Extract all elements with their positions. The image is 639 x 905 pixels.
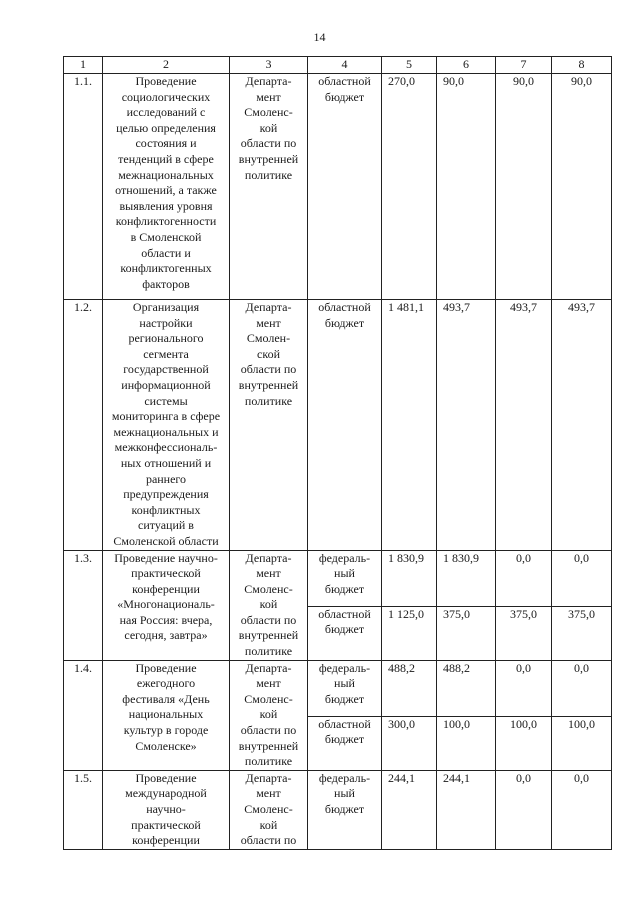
activity-name-line: ная Россия: вчера, [119, 612, 213, 627]
executor-line: внутренней [238, 377, 299, 392]
activity-name-line: исследований с [126, 105, 206, 120]
executor-line: кой [259, 817, 278, 832]
funding-source-line: бюджет [324, 691, 365, 706]
year1-value: 375,0 [437, 606, 496, 660]
activity-name-line: национальных [128, 707, 204, 722]
activity-name-line: межконфессиональ- [114, 440, 218, 455]
year3-value: 0,0 [552, 770, 612, 849]
executor-line: кой [259, 707, 278, 722]
year1-value: 488,2 [437, 660, 496, 716]
activity-name-line: мониторинга в сфере [111, 409, 221, 424]
activity-name-line: практической [131, 566, 201, 581]
funding-source-line: областной [318, 716, 371, 731]
activity-name-line: межнациональных и [113, 424, 219, 439]
activity-name [103, 300, 230, 551]
header-cell: 3 [230, 57, 308, 74]
year2-value: 0,0 [496, 660, 552, 716]
executor-line: области по [240, 362, 297, 377]
executor-line: Департа- [245, 660, 292, 675]
executor-line: Смолен- [246, 331, 291, 346]
activity-name-line: практической [131, 817, 201, 832]
funding-source-line: федераль- [318, 770, 371, 785]
executor [230, 550, 308, 660]
total-value: 270,0 [382, 74, 437, 300]
year2-value: 0,0 [496, 550, 552, 606]
activity-name-line: международной [125, 786, 207, 801]
header-cell: 8 [552, 57, 612, 74]
activity-name-line: ежегодного [136, 676, 196, 691]
funding-source-line: федераль- [318, 660, 371, 675]
activity-name [103, 74, 230, 300]
total-value: 300,0 [382, 716, 437, 770]
executor-line: мент [256, 676, 281, 691]
executor-line: Смоленс- [244, 105, 293, 120]
activity-name-line: выявления уровня [119, 198, 213, 213]
executor-line: ской [257, 346, 280, 361]
activity-name-line: целью определения [116, 120, 216, 135]
activity-name-line: Смоленской области [113, 533, 219, 548]
funding-source-line: бюджет [324, 802, 365, 816]
year3-value: 0,0 [552, 660, 612, 716]
row-number: 1.4. [64, 660, 103, 770]
activity-name-line: конференции [132, 581, 200, 596]
total-value: 1 481,1 [382, 300, 437, 551]
header-cell: 4 [308, 57, 382, 74]
year3-value: 100,0 [552, 716, 612, 770]
activity-name-line: тенденций в сфере [118, 151, 214, 166]
funding-source-line: ный [334, 786, 355, 801]
funding-source-line: федераль- [318, 550, 371, 565]
funding-source-line: бюджет [324, 581, 365, 596]
funding-source [308, 74, 382, 300]
year1-value: 1 830,9 [437, 550, 496, 606]
activity-name-line: отношений, а также [115, 183, 217, 198]
year1-value: 493,7 [437, 300, 496, 551]
executor-line: области по [240, 723, 297, 738]
activity-name-line: Проведение [135, 770, 197, 785]
activity-name-line: межнациональных [118, 167, 214, 182]
table-row [64, 660, 612, 716]
activity-name-line: Смоленске» [135, 738, 197, 753]
executor-line: Смоленс- [244, 691, 293, 706]
table-row [64, 300, 612, 551]
funding-source [308, 660, 382, 716]
activity-name-line: конфликтных [131, 502, 201, 517]
funding-source-line: бюджет [324, 622, 365, 637]
activity-name-line: фестиваля «День [122, 691, 210, 706]
total-value: 1 125,0 [382, 606, 437, 660]
activity-name-line: Проведение [135, 74, 197, 88]
activity-name-line: ных отношений и [120, 455, 212, 470]
table-row [64, 550, 612, 606]
funding-source [308, 606, 382, 660]
executor-line: внутренней [238, 151, 299, 166]
activity-name-line: сегодня, завтра» [124, 628, 208, 643]
executor [230, 770, 308, 849]
executor-line: Департа- [245, 74, 292, 88]
table-row [64, 74, 612, 300]
activity-name-line: факторов [142, 276, 190, 291]
year1-value: 100,0 [437, 716, 496, 770]
header-cell: 6 [437, 57, 496, 74]
year1-value: 90,0 [437, 74, 496, 300]
executor-line: мент [256, 786, 281, 801]
year2-value: 90,0 [496, 74, 552, 300]
activity-name-line: конфликтогенности [115, 214, 217, 229]
year1-value: 244,1 [437, 770, 496, 849]
activity-name-line: Проведение научно- [114, 550, 218, 565]
executor [230, 74, 308, 300]
funding-source [308, 770, 382, 849]
activity-name-line: информационной [121, 377, 211, 392]
executor-line: внутренней [238, 738, 299, 753]
activity-name-line: Организация [132, 300, 200, 314]
executor-line: кой [259, 120, 278, 135]
funding-source-line: ный [334, 566, 355, 581]
total-value: 488,2 [382, 660, 437, 716]
funding-source [308, 300, 382, 551]
funding-source-line: областной [318, 300, 371, 314]
activity-name [103, 770, 230, 849]
executor-line: Смоленс- [244, 802, 293, 816]
executor-line: политике [244, 644, 293, 659]
executor-line: кой [259, 597, 278, 612]
header-cell: 7 [496, 57, 552, 74]
executor-line: мент [256, 89, 281, 104]
executor-line: внутренней [238, 628, 299, 643]
page-number: 14 [313, 30, 326, 44]
row-number: 1.2. [64, 300, 103, 551]
executor-line: Департа- [245, 770, 292, 785]
funding-source-line: областной [318, 74, 371, 88]
funding-source-line: ный [334, 676, 355, 691]
activity-name-line: конфликтогенных [120, 261, 212, 276]
row-number: 1.5. [64, 770, 103, 849]
year3-value: 375,0 [552, 606, 612, 660]
executor-line: Департа- [245, 550, 292, 565]
executor-line: области по [240, 136, 297, 151]
activity-name-line: регионального [128, 331, 204, 346]
activity-name-line: ситуаций в [138, 518, 194, 533]
executor-line: политике [244, 393, 293, 408]
executor-line: Департа- [245, 300, 292, 314]
row-number: 1.1. [64, 74, 103, 300]
activity-name-line: конференции [132, 833, 200, 848]
activity-name-line: «Многонациональ- [117, 597, 215, 612]
executor-line: мент [256, 566, 281, 581]
header-cell: 1 [64, 57, 103, 74]
total-value: 244,1 [382, 770, 437, 849]
executor [230, 300, 308, 551]
activity-name-line: в Смоленской [130, 229, 202, 244]
funding-source [308, 550, 382, 606]
year2-value: 0,0 [496, 770, 552, 849]
activity-name [103, 550, 230, 660]
funding-source-line: бюджет [324, 732, 365, 747]
activity-name-line: научно- [146, 802, 186, 816]
activity-name-line: настройки [139, 315, 193, 330]
year3-value: 493,7 [552, 300, 612, 551]
activity-name-line: государственной [123, 362, 209, 377]
executor-line: политике [244, 167, 293, 182]
year3-value: 90,0 [552, 74, 612, 300]
funding-source-line: бюджет [324, 89, 365, 104]
activity-name-line: социологических [121, 89, 211, 104]
activity-name-line: раннего [145, 471, 187, 486]
year2-value: 375,0 [496, 606, 552, 660]
table-row [64, 770, 612, 849]
header-cell: 2 [103, 57, 230, 74]
activity-name-line: культур в городе [123, 723, 209, 738]
activity-name-line: предупреждения [123, 487, 209, 502]
year3-value: 0,0 [552, 550, 612, 606]
funding-source-line: бюджет [324, 315, 365, 330]
executor-line: области по [240, 833, 297, 848]
executor-line: политике [244, 754, 293, 769]
header-row [64, 57, 612, 74]
total-value: 1 830,9 [382, 550, 437, 606]
funding-source-line: областной [318, 606, 371, 621]
activity-name [103, 660, 230, 770]
activity-name-line: системы [144, 393, 188, 408]
activity-name-line: сегмента [143, 346, 189, 361]
header-cell: 5 [382, 57, 437, 74]
year2-value: 100,0 [496, 716, 552, 770]
activity-name-line: области и [141, 245, 191, 260]
executor [230, 660, 308, 770]
executor-line: области по [240, 612, 297, 627]
funding-source [308, 716, 382, 770]
activity-name-line: состояния и [135, 136, 197, 151]
row-number: 1.3. [64, 550, 103, 660]
executor-line: Смоленс- [244, 581, 293, 596]
activity-name-line: Проведение [135, 660, 197, 675]
year2-value: 493,7 [496, 300, 552, 551]
program-table [63, 56, 612, 850]
executor-line: мент [256, 315, 281, 330]
